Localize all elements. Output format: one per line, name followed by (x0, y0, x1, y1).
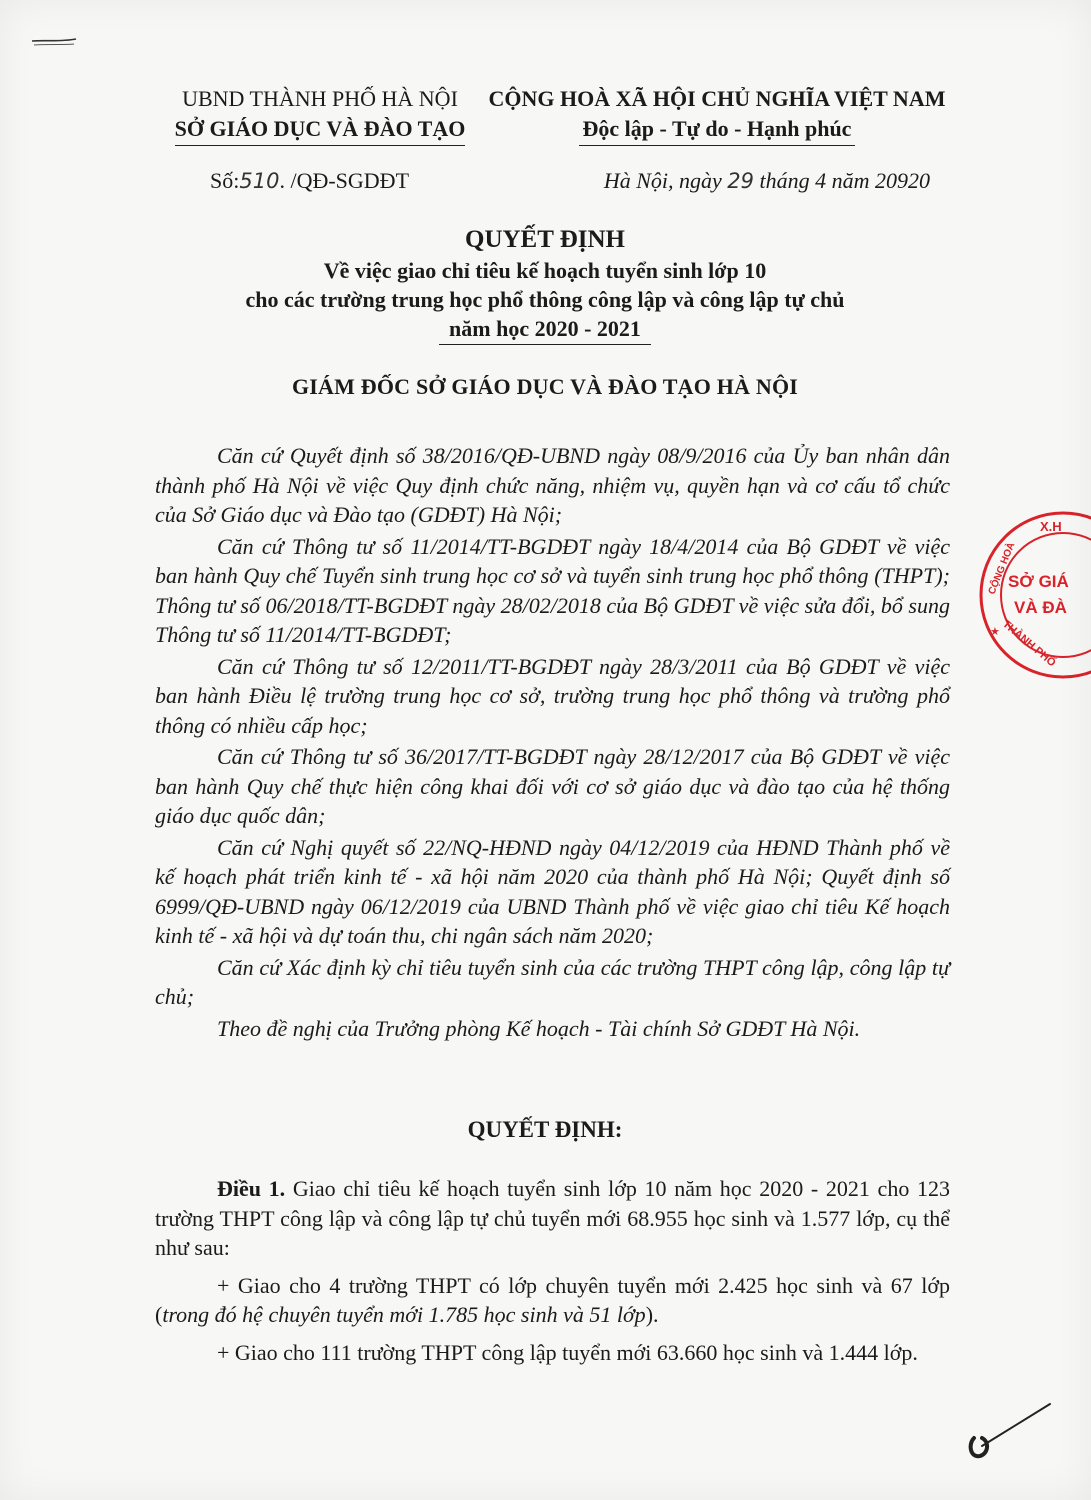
title-line-1: Về việc giao chỉ tiêu kế hoạch tuyển sinh lớp 10 (323, 258, 767, 283)
article-1-item: + Giao cho 111 trường THPT công lập tuyển mới 63.660 học sinh và 1.444 lớp. (217, 1339, 918, 1365)
national-motto-block (482, 84, 952, 146)
stamp-text-bottom: THÀNH PHỐ (1000, 618, 1058, 670)
document-number: Số:510. /QĐ-SGDĐT (210, 168, 410, 193)
document-header (160, 84, 950, 154)
article-1 (155, 1174, 950, 1375)
preamble-item: Căn cứ Thông tư số 36/2017/TT-BGDĐT ngày 28/12/2017 của Bộ GDĐT về việc ban hành Quy chế thực hiện công khai đối với cơ sở giáo dục và đào tạo của hệ thống giáo dục quốc dân; (155, 744, 950, 828)
preamble-item: Căn cứ Thông tư số 12/2011/TT-BGDĐT ngày 28/3/2011 của Bộ GDĐT về việc ban hành Điều lệ trường trung học cơ sở, trường trung học phổ thông và trường phổ thông có nhiều cấp học; (155, 653, 950, 738)
pen-mark (30, 26, 80, 48)
preamble-item: Căn cứ Quyết định số 38/2016/QĐ-UBND ngày 08/9/2016 của Ủy ban nhân dân thành phố Hà Nội về việc Quy định chức năng, nhiệm vụ, quyền hạn và cơ cấu tổ chức của Sở Giáo dục và Đào tạo (GDĐT) Hà Nội; (155, 443, 950, 527)
decision-heading: QUYẾT ĐỊNH: (467, 1117, 623, 1142)
preamble-item: Theo đề nghị của Trưởng phòng Kế hoạch - Tài chính Sở GDĐT Hà Nội. (217, 1015, 861, 1041)
stamp-text-left: CỘNG HOÀ (986, 541, 1018, 597)
red-seal-stamp (978, 505, 1091, 685)
preamble-item: Căn cứ Xác định kỳ chỉ tiêu tuyển sinh của các trường THPT công lập, công lập tự chủ; (155, 954, 950, 1009)
stamp-text-mid-1: SỞ GIÁ (1008, 572, 1069, 591)
article-label: Điều 1. (217, 1176, 286, 1201)
stamp-text-mid-2: VÀ ĐÀ (1014, 598, 1067, 617)
stamp-text-top: X.H (1040, 519, 1062, 534)
signature-mark (960, 1398, 1055, 1468)
country-name: CỘNG HOÀ XÃ HỘI CHỦ NGHĨA VIỆT NAM (488, 86, 946, 111)
reference-line (210, 168, 930, 198)
issuer-parent: UBND THÀNH PHỐ HÀ NỘI (182, 86, 458, 111)
preamble-item: Căn cứ Thông tư số 11/2014/TT-BGDĐT ngày 18/4/2014 của Bộ GDĐT về việc ban hành Quy chế Tuyển sinh trung học cơ sở và tuyển sinh trung học phổ thông (THPT); Thông tư số 06/2018/TT-BGDĐT ngày 28/02/2018 của Bộ GDĐT về việc sửa đổi, bổ sung Thông tư số 11/2014/TT-BGDĐT; (155, 533, 950, 647)
preamble (155, 441, 950, 1045)
motto: Độc lập - Tự do - Hạnh phúc (579, 114, 856, 146)
article-1-intro: Điều 1. Giao chỉ tiêu kế hoạch tuyển sinh lớp 10 năm học 2020 - 2021 cho 123 trường THPT công lập và công lập tự chủ tuyển mới 68.955 học sinh và 1.577 lớp, cụ thể như sau: (155, 1176, 950, 1260)
handwritten-day: 29 (727, 169, 754, 193)
handwritten-number: 510 (239, 169, 280, 193)
decision-title (150, 224, 940, 345)
preamble-item: Căn cứ Nghị quyết số 22/NQ-HĐND ngày 04/12/2019 của HĐND Thành phố về kế hoạch phát triển kinh tế - xã hội năm 2020 của thành phố Hà Nội; Quyết định số 6999/QĐ-UBND ngày 06/12/2019 của UBND Thành phố về việc giao chỉ tiêu Kế hoạch kinh tế - xã hội và dự toán thu, chi ngân sách năm 2020; (155, 834, 950, 948)
title-main: QUYẾT ĐỊNH (465, 226, 625, 253)
director-heading: GIÁM ĐỐC SỞ GIÁO DỤC VÀ ĐÀO TẠO HÀ NỘI (291, 374, 799, 399)
article-1-item: + Giao cho 4 trường THPT có lớp chuyên tuyển mới 2.425 học sinh và 67 lớp (trong đó hệ chuyên tuyển mới 1.785 học sinh và 51 lớp). (155, 1272, 950, 1327)
issuer-block (160, 84, 480, 146)
star-icon: ★ (990, 625, 1000, 638)
issuer-name: SỞ GIÁO DỤC VÀ ĐÀO TẠO (175, 114, 466, 146)
document-date: Hà Nội, ngày 29 tháng 4 năm 20920 (603, 168, 930, 193)
title-line-3: năm học 2020 - 2021 (439, 314, 651, 345)
title-line-2: cho các trường trung học phổ thông công lập và công lập tự chủ (245, 287, 845, 312)
